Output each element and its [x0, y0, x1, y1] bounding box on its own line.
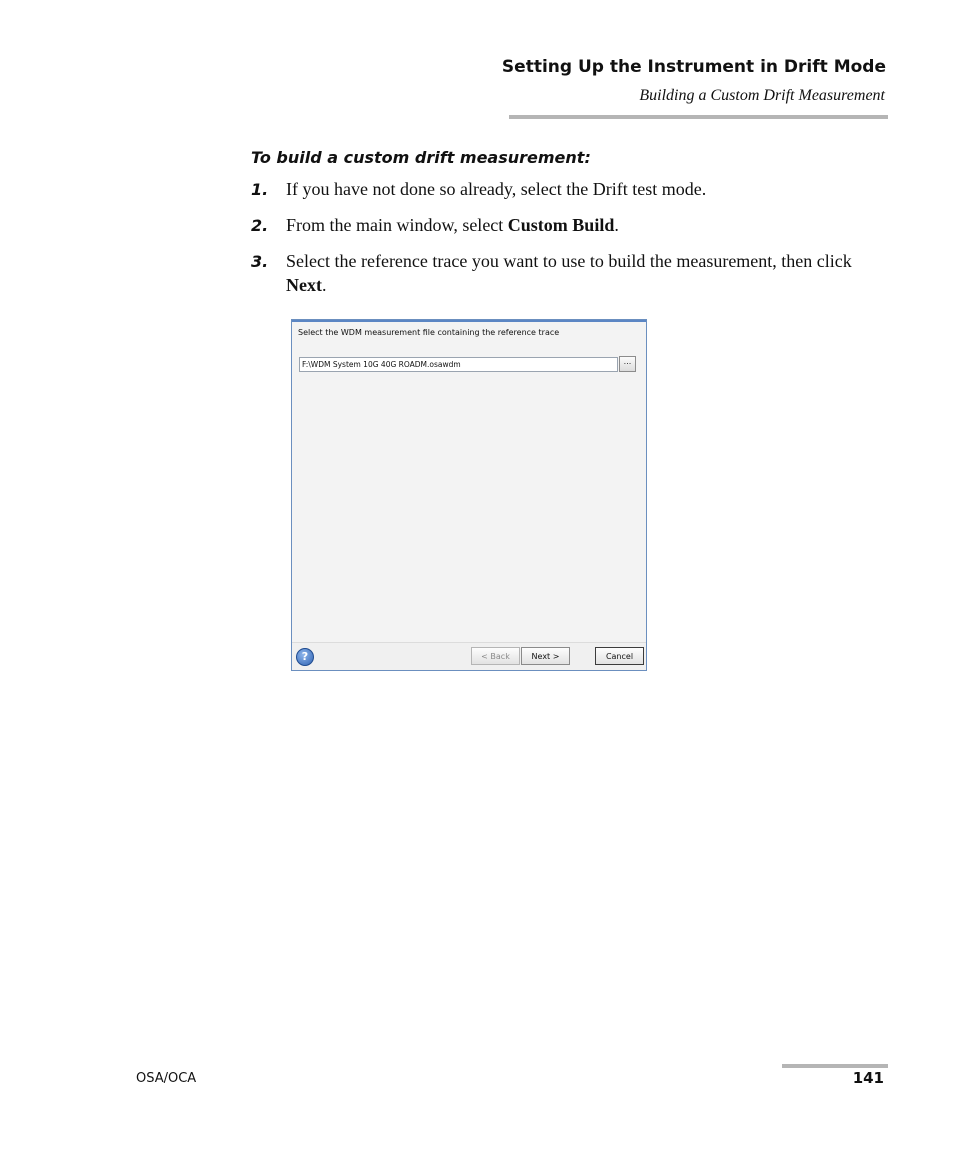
step-text-1	[286, 177, 886, 201]
step-number-1: 1.	[251, 180, 269, 199]
dialog-footer	[292, 642, 646, 670]
browse-button[interactable]: ...	[619, 356, 636, 372]
step-number-2: 2.	[251, 216, 269, 235]
step-number-3: 3.	[251, 252, 269, 271]
step-text-2	[286, 213, 886, 237]
step-2-bold: Custom Build	[507, 215, 615, 235]
step-3-text-after: .	[321, 275, 327, 295]
cancel-button[interactable]: Cancel	[595, 647, 644, 665]
page-number: 141	[852, 1069, 884, 1087]
reference-trace-dialog	[291, 319, 647, 671]
next-button[interactable]: Next >	[521, 647, 570, 665]
procedure-title: To build a custom drift measurement:	[251, 148, 591, 167]
file-path-input[interactable]	[299, 357, 618, 372]
step-text-3	[286, 249, 886, 297]
header-divider	[509, 115, 888, 119]
header-subtitle: Building a Custom Drift Measurement	[639, 87, 885, 104]
step-3-bold: Next	[286, 275, 322, 295]
step-2-text-before: From the main window, select	[286, 215, 508, 235]
back-button[interactable]: < Back	[471, 647, 520, 665]
dialog-instruction: Select the WDM measurement file containing the reference trace	[298, 328, 560, 337]
help-icon[interactable]: ?	[296, 648, 314, 666]
step-3-text-before: Select the reference trace you want to use to build the measurement, then click	[286, 251, 852, 271]
step-2-text-after: .	[614, 215, 619, 235]
step-1-text: If you have not done so already, select the Drift test mode.	[286, 179, 707, 199]
dialog-top-border	[292, 320, 646, 322]
header-title: Setting Up the Instrument in Drift Mode	[501, 57, 886, 77]
footer-product: OSA/OCA	[136, 1071, 197, 1086]
footer-divider	[782, 1064, 888, 1068]
